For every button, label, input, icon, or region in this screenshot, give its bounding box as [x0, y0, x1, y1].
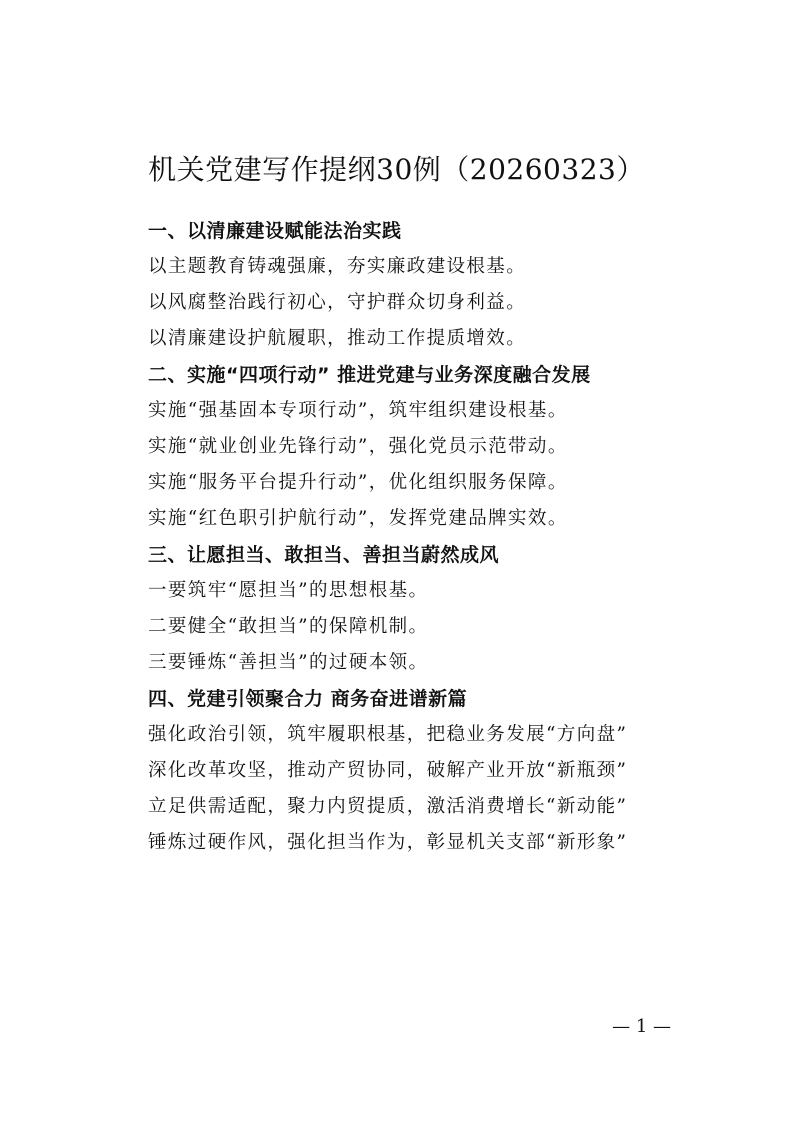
section-item: 以风腐整治践行初心，守护群众切身利益。: [148, 292, 527, 313]
section-item: 以主题教育铸魂强廉，夯实廉政建设根基。: [148, 256, 527, 277]
section-item: 立足供需适配，聚力内贸提质，激活消费增长“新动能”: [148, 796, 628, 817]
section-item: 实施“服务平台提升行动”，优化组织服务保障。: [148, 472, 568, 493]
section-item: 实施“强基固本专项行动”，筑牢组织建设根基。: [148, 400, 568, 421]
section-item: 实施“就业创业先锋行动”，强化党员示范带动。: [148, 436, 568, 457]
page-number: — 1 —: [612, 1016, 671, 1037]
section-item: 深化改革攻坚，推动产贸协同，破解产业开放“新瓶颈”: [148, 760, 628, 781]
section-item: 锤炼过硬作风，强化担当作为，彰显机关支部“新形象”: [148, 832, 628, 853]
section-item: 二要健全“敢担当”的保障机制。: [148, 616, 429, 637]
section-item: 强化政治引领，筑牢履职根基，把稳业务发展“方向盘”: [148, 724, 628, 745]
section-heading: 二、实施“四项行动” 推进党建与业务深度融合发展: [148, 364, 591, 386]
section-item: 实施“红色职引护航行动”，发挥党建品牌实效。: [148, 508, 568, 529]
section-item: 以清廉建设护航履职，推动工作提质增效。: [148, 328, 527, 349]
section-item: 三要锤炼“善担当”的过硬本领。: [148, 652, 429, 673]
section-heading: 一、以清廉建设赋能法治实践: [148, 220, 402, 242]
section-item: 一要筑牢“愿担当”的思想根基。: [148, 580, 429, 601]
section-heading: 四、党建引领聚合力 商务奋进谱新篇: [148, 688, 468, 710]
document-title: 机关党建写作提纲30例（20260323）: [148, 153, 645, 186]
section-heading: 三、让愿担当、敢担当、善担当蔚然成风: [148, 544, 500, 566]
document-body: [148, 213, 668, 861]
